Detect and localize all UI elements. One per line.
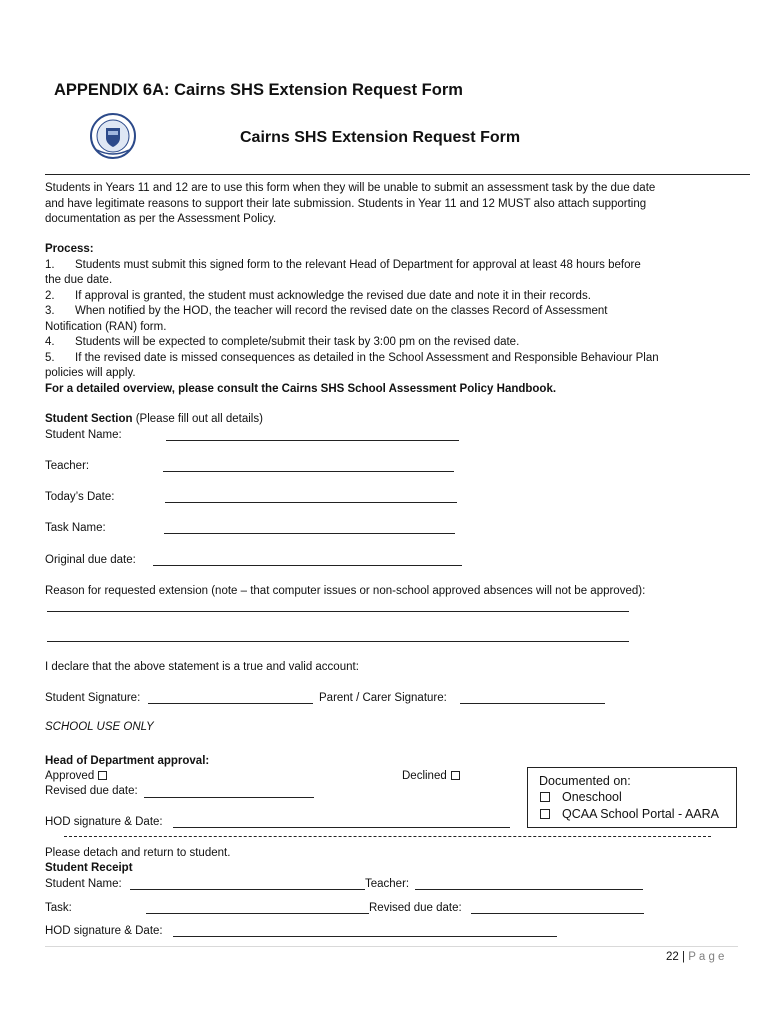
footer-divider: [45, 946, 738, 947]
approved-option[interactable]: [45, 769, 107, 785]
receipt-student-name-field[interactable]: [130, 889, 365, 890]
approved-checkbox[interactable]: [98, 771, 107, 780]
student-signature-field[interactable]: [148, 703, 313, 704]
teacher-field[interactable]: [163, 471, 454, 472]
receipt-student-name-label: Student Name:: [45, 878, 122, 890]
appendix-title: APPENDIX 6A: Cairns SHS Extension Request Form: [54, 81, 463, 99]
process-item-2: 2. If approval is granted, the student must acknowledge the revised due date and note it in their records.: [45, 290, 591, 302]
student-section-heading: [45, 412, 263, 428]
todays-date-label: Today’s Date:: [45, 491, 115, 503]
receipt-hod-signature-field[interactable]: [173, 936, 557, 937]
hod-approval-heading: Head of Department approval:: [45, 755, 210, 767]
receipt-revised-due-date-label: Revised due date:: [369, 902, 462, 914]
declined-label: Declined: [402, 770, 447, 782]
reason-field-line-1[interactable]: [47, 611, 629, 612]
oneschool-option[interactable]: [540, 790, 622, 804]
task-name-field[interactable]: [164, 533, 455, 534]
student-section-note: (Please fill out all details): [132, 413, 263, 425]
student-signature-label: Student Signature:: [45, 692, 141, 704]
qcaa-label: QCAA School Portal - AARA: [562, 807, 720, 821]
detach-cut-line: [64, 836, 711, 837]
oneschool-label: Oneschool: [562, 790, 622, 804]
intro-line-1: Students in Years 11 and 12 are to use this form when they will be unable to submit an assessment task by the due date: [45, 182, 656, 194]
declined-checkbox[interactable]: [451, 771, 460, 780]
reason-field-line-2[interactable]: [47, 641, 629, 642]
page-label: P a g e: [688, 951, 725, 963]
page-footer: [666, 950, 724, 966]
header-divider: [45, 174, 750, 175]
original-due-date-label: Original due date:: [45, 554, 136, 566]
process-item-3-cont: Notification (RAN) form.: [45, 321, 167, 333]
school-use-only: SCHOOL USE ONLY: [45, 721, 154, 733]
qcaa-option[interactable]: [540, 807, 719, 821]
parent-signature-label: Parent / Carer Signature:: [319, 692, 447, 704]
page-separator: |: [682, 951, 685, 963]
receipt-task-field[interactable]: [146, 913, 369, 914]
process-item-1: 1. Students must submit this signed form to the relevant Head of Department for approval at least 48 hours before: [45, 259, 641, 271]
process-item-3: 3. When notified by the HOD, the teacher will record the revised date on the classes Record of Assessment: [45, 305, 608, 317]
reason-label: Reason for requested extension (note – that computer issues or non-school approved absences will not be approved):: [45, 585, 646, 597]
teacher-label: Teacher:: [45, 460, 90, 472]
process-heading: Process:: [45, 243, 94, 255]
process-item-5-cont: policies will apply.: [45, 367, 136, 379]
documented-on-box: [527, 767, 737, 828]
receipt-revised-due-date-field[interactable]: [471, 913, 644, 914]
hod-signature-field[interactable]: [173, 827, 510, 828]
process-item-1-cont: the due date.: [45, 274, 113, 286]
original-due-date-field[interactable]: [153, 565, 462, 566]
form-title: Cairns SHS Extension Request Form: [240, 129, 521, 146]
student-name-field[interactable]: [166, 440, 459, 441]
revised-due-date-field[interactable]: [144, 797, 314, 798]
student-section-title: Student Section: [45, 413, 133, 425]
process-item-5: 5. If the revised date is missed consequences as detailed in the School Assessment and Responsible Behaviour Plan: [45, 352, 659, 364]
receipt-task-label: Task:: [45, 902, 72, 914]
intro-line-3: documentation as per the Assessment Policy.: [45, 213, 277, 225]
page-number: 22: [666, 951, 679, 963]
revised-due-date-label: Revised due date:: [45, 785, 138, 797]
student-name-label: Student Name:: [45, 429, 122, 441]
intro-line-2: and have legitimate reasons to support their late submission. Students in Year 11 and 12 MUST also attach supporting: [45, 198, 647, 210]
process-footer: For a detailed overview, please consult the Cairns SHS School Assessment Policy Handbook.: [45, 383, 557, 395]
declined-option[interactable]: [402, 769, 460, 785]
hod-signature-label: HOD signature & Date:: [45, 816, 163, 828]
qcaa-checkbox[interactable]: [540, 809, 550, 819]
declaration-text: I declare that the above statement is a true and valid account:: [45, 661, 359, 673]
parent-signature-field[interactable]: [460, 703, 605, 704]
detach-instruction: Please detach and return to student.: [45, 847, 231, 859]
approved-label: Approved: [45, 770, 95, 782]
process-item-4: 4. Students will be expected to complete/submit their task by 3:00 pm on the revised date.: [45, 336, 520, 348]
oneschool-checkbox[interactable]: [540, 792, 550, 802]
receipt-hod-signature-label: HOD signature & Date:: [45, 925, 163, 937]
todays-date-field[interactable]: [165, 502, 457, 503]
student-receipt-heading: Student Receipt: [45, 862, 133, 874]
documented-on-label: Documented on:: [539, 774, 631, 788]
task-name-label: Task Name:: [45, 522, 106, 534]
school-crest-logo: [89, 112, 137, 160]
receipt-teacher-label: Teacher:: [365, 878, 410, 890]
receipt-teacher-field[interactable]: [415, 889, 643, 890]
